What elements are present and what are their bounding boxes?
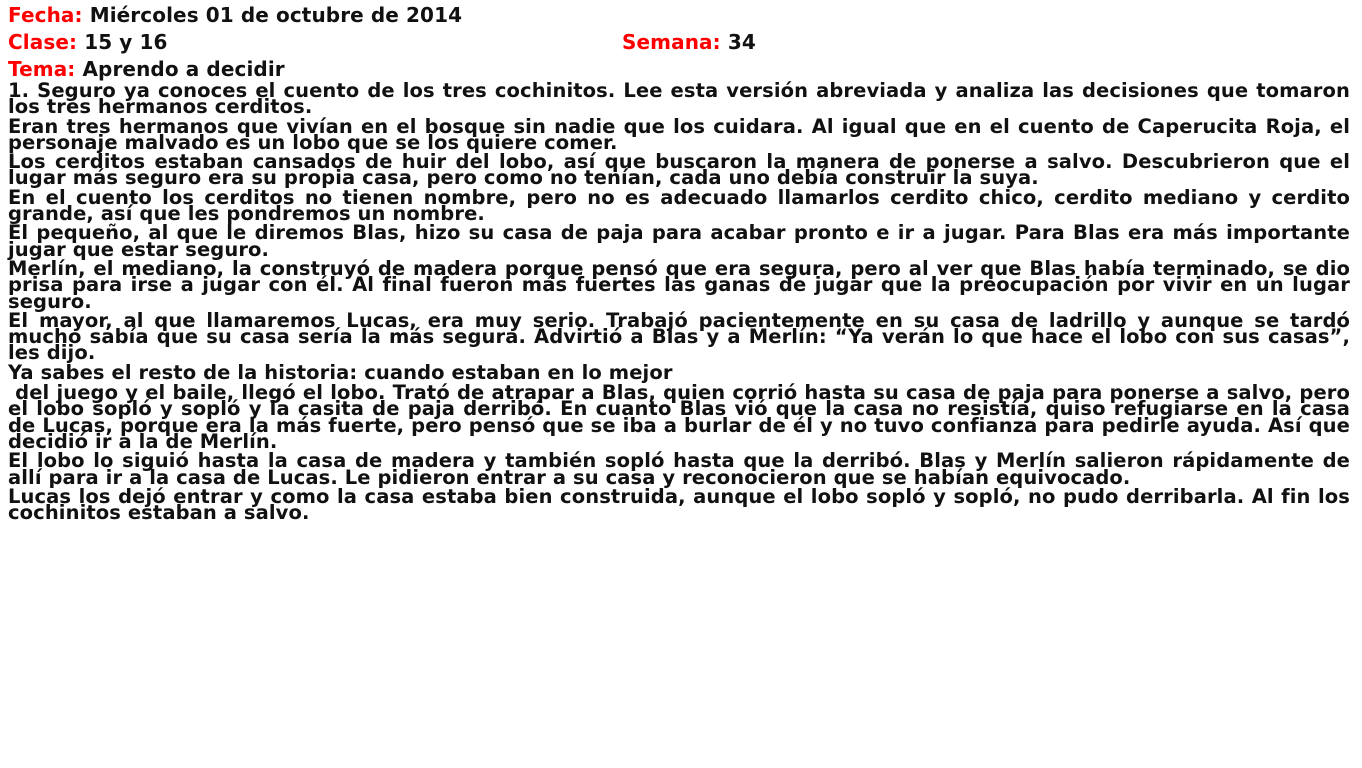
topic-line (8, 56, 1350, 83)
date-label: Fecha: (8, 3, 83, 27)
week-value: 34 (727, 30, 756, 54)
paragraph: Los cerditos estaban cansados de huir del lobo, así que buscaron la manera de ponerse a salvo. Descubrieron que el lugar más seguro era su propia casa, pero como no tenían, cada uno debía construir la suya. (8, 150, 1350, 190)
date-line (8, 2, 1350, 29)
week-label: Semana: (622, 30, 721, 54)
document-page (8, 2, 1357, 525)
paragraph: Eran tres hermanos que vivían en el bosque sin nadie que los cuidara. Al igual que en el cuento de Caperucita Roja, el personaje malvado es un lobo que se los quiere comer. (8, 114, 1350, 154)
paragraph: En el cuento los cerditos no tienen nombre, pero no es adecuado llamarlos cerdito chico, cerdito mediano y cerdito grande, así que les pondremos un nombre. (8, 185, 1350, 226)
paragraph-instruction: 1. Seguro ya conoces el cuento de los tres cochinitos. Lee esta versión abreviada y analiza las decisiones que tomaron los tres hermanos cerditos. (8, 79, 1350, 119)
class-week-line (8, 29, 1350, 56)
paragraph: del juego y el baile, llegó el lobo. Trató de atrapar a Blas, quien corrió hasta su casa de paja para ponerse a salvo, pero el lobo sopló y sopló y la casita de paja derribó. En cuanto Blas vió que la casa no resistía, quiso refugiarse en la casa de Lucas, porque era la más fuerte, pero pensó que se iba a burlar de él y no tuvo confianza para pedirle ayuda. Así que decidió ir a la de Merlín. (8, 381, 1357, 453)
topic-label: Tema: (8, 57, 76, 81)
paragraph: Merlín, el mediano, la construyó de madera porque pensó que era segura, pero al ver que Blas había terminado, se dio prisa para irse a jugar con él. Al final fueron más fuertes las ganas de jugar que la preocupación por vivir en un lugar seguro. (8, 256, 1350, 313)
paragraph: Lucas los dejó entrar y como la casa estaba bien construida, aunque el lobo sopló y sopló, no pudo derribarla. Al fin los cochinitos estaban a salvo. (8, 484, 1350, 525)
date-value: Miércoles 01 de octubre de 2014 (89, 3, 463, 27)
paragraph: El pequeño, al que le diremos Blas, hizo su casa de paja para acabar pronto e ir a jugar. Para Blas era más importante jugar que estar seguro. (8, 221, 1350, 261)
week-group (622, 29, 756, 56)
class-label: Clase: (8, 30, 78, 54)
paragraph: El mayor, al que llamaremos Lucas, era muy serio. Trabajó pacientemente en su casa de ladrillo y aunque se tardó mucho sabía que su casa sería la más segura. Advirtió a Blas y a Merlín: “Ya verán lo que hace el lobo con sus casas”, les dijo. (8, 308, 1350, 365)
paragraph: Ya sabes el resto de la historia: cuando estaban en lo mejor (8, 360, 673, 384)
class-value: 15 y 16 (84, 30, 168, 54)
paragraph: El lobo lo siguió hasta la casa de madera y también sopló hasta que la derribó. Blas y Merlín salieron rápidamente de allí para ir a la casa de Lucas. Le pidieron entrar a su casa y reconocieron que se habían equivocado. (8, 449, 1350, 489)
topic-value: Aprendo a decidir (82, 57, 285, 81)
